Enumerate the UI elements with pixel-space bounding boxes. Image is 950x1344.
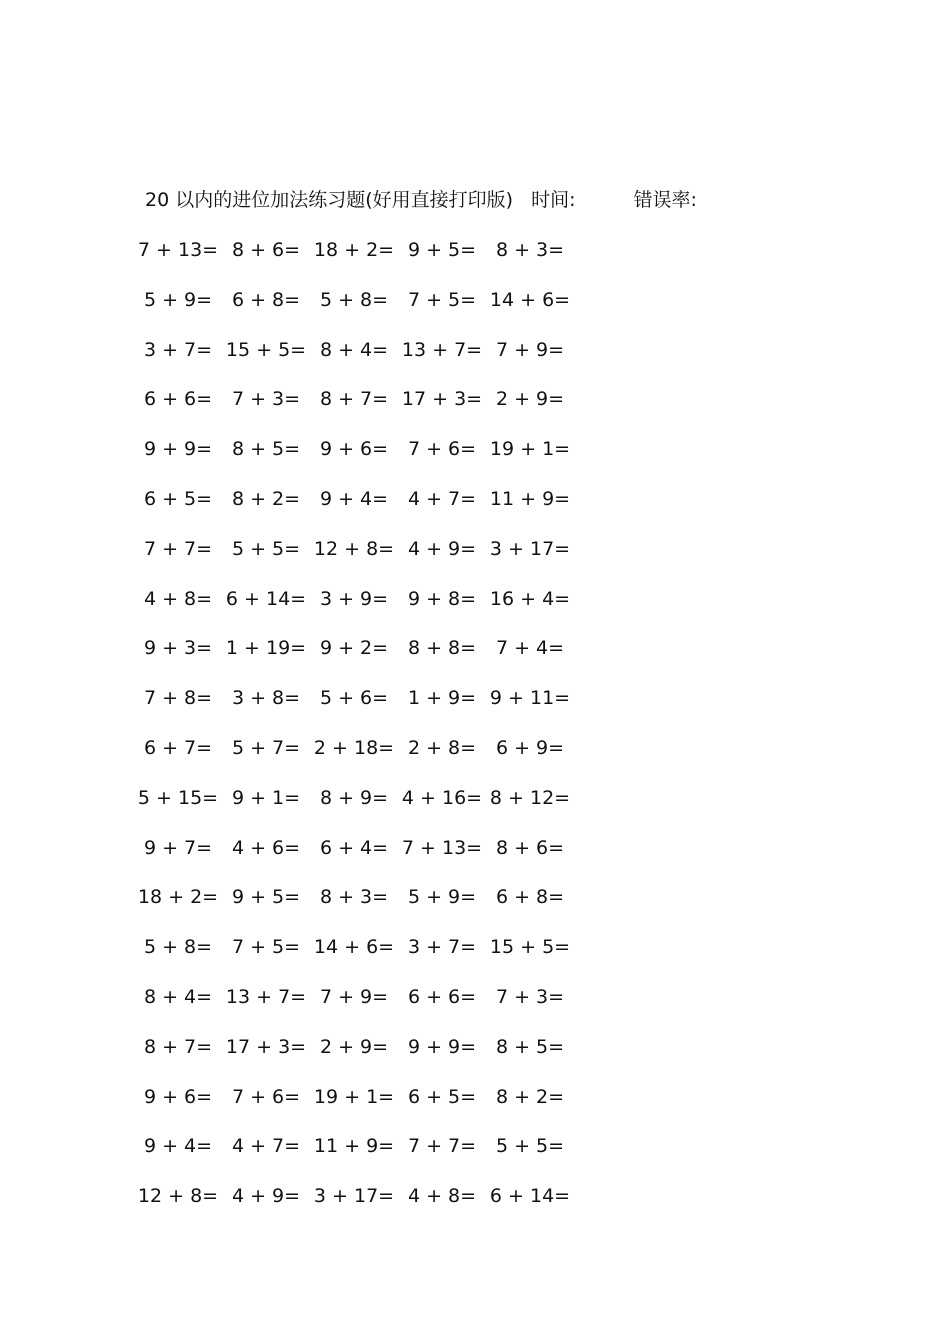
addition-problem: 11 + 9= [313, 1135, 395, 1158]
addition-problem: 13 + 7= [225, 985, 307, 1008]
addition-problem: 3 + 9= [319, 587, 389, 610]
problem-row [137, 236, 615, 286]
addition-problem: 5 + 5= [495, 1135, 565, 1158]
addition-problem: 6 + 8= [495, 886, 565, 909]
addition-problem: 5 + 7= [231, 736, 301, 759]
problem-row [137, 1182, 615, 1232]
problem-row [145, 1132, 615, 1182]
addition-problem: 7 + 5= [407, 288, 477, 311]
addition-problem: 9 + 6= [319, 438, 389, 461]
addition-problem: 16 + 4= [489, 587, 571, 610]
addition-problem: 6 + 14= [225, 587, 307, 610]
problem-grid [137, 236, 615, 1232]
addition-problem: 5 + 9= [143, 288, 213, 311]
addition-problem: 6 + 8= [231, 288, 301, 311]
addition-problem: 6 + 7= [143, 736, 213, 759]
addition-problem: 9 + 11= [489, 687, 571, 710]
addition-problem: 8 + 7= [143, 1035, 213, 1058]
addition-problem: 8 + 4= [143, 985, 213, 1008]
addition-problem: 7 + 4= [495, 637, 565, 660]
addition-problem: 9 + 6= [143, 1085, 213, 1108]
worksheet-header [145, 186, 697, 214]
problem-row [145, 684, 615, 734]
addition-problem: 14 + 6= [489, 288, 571, 311]
addition-problem: 8 + 6= [231, 239, 301, 261]
addition-problem: 7 + 8= [143, 687, 213, 710]
addition-problem: 9 + 5= [231, 886, 301, 909]
addition-problem: 6 + 6= [143, 388, 213, 411]
addition-problem: 1 + 9= [407, 687, 477, 710]
addition-problem: 7 + 7= [143, 537, 213, 560]
addition-problem: 4 + 7= [407, 487, 477, 510]
addition-problem: 4 + 7= [231, 1135, 301, 1158]
addition-problem: 4 + 9= [231, 1185, 301, 1208]
addition-problem: 3 + 17= [313, 1185, 395, 1208]
problem-row [137, 784, 615, 834]
addition-problem: 7 + 5= [231, 936, 301, 959]
addition-problem: 19 + 1= [313, 1085, 395, 1108]
addition-problem: 11 + 9= [489, 487, 571, 510]
addition-problem: 9 + 1= [231, 786, 301, 809]
addition-problem: 3 + 17= [489, 537, 571, 560]
addition-problem: 17 + 3= [401, 388, 483, 411]
addition-problem: 9 + 4= [143, 1135, 213, 1158]
problem-row [145, 385, 615, 435]
addition-problem: 8 + 3= [319, 886, 389, 909]
addition-problem: 9 + 2= [319, 637, 389, 660]
addition-problem: 7 + 13= [137, 239, 219, 261]
time-label: 时间: [531, 189, 576, 211]
addition-problem: 8 + 2= [495, 1085, 565, 1108]
addition-problem: 15 + 5= [489, 936, 571, 959]
problem-row [145, 585, 615, 635]
addition-problem: 4 + 8= [407, 1185, 477, 1208]
addition-problem: 7 + 6= [407, 438, 477, 461]
problem-row [145, 983, 615, 1033]
addition-problem: 6 + 9= [495, 736, 565, 759]
addition-problem: 8 + 8= [407, 637, 477, 660]
addition-problem: 6 + 6= [407, 985, 477, 1008]
addition-problem: 8 + 5= [495, 1035, 565, 1058]
addition-problem: 2 + 9= [319, 1035, 389, 1058]
addition-problem: 3 + 7= [407, 936, 477, 959]
addition-problem: 4 + 6= [231, 836, 301, 859]
addition-problem: 13 + 7= [401, 338, 483, 361]
addition-problem: 4 + 16= [401, 786, 483, 809]
addition-problem: 18 + 2= [137, 886, 219, 909]
addition-problem: 8 + 3= [495, 239, 565, 261]
addition-problem: 8 + 4= [319, 338, 389, 361]
problem-row [145, 535, 615, 585]
problem-row [145, 1083, 615, 1133]
addition-problem: 6 + 4= [319, 836, 389, 859]
addition-problem: 8 + 7= [319, 388, 389, 411]
addition-problem: 8 + 2= [231, 487, 301, 510]
problem-row [145, 286, 615, 336]
problem-row [145, 634, 615, 684]
addition-problem: 7 + 3= [231, 388, 301, 411]
addition-problem: 4 + 8= [143, 587, 213, 610]
addition-problem: 2 + 9= [495, 388, 565, 411]
addition-problem: 9 + 9= [143, 438, 213, 461]
addition-problem: 5 + 8= [143, 936, 213, 959]
addition-problem: 6 + 5= [407, 1085, 477, 1108]
addition-problem: 2 + 18= [313, 736, 395, 759]
addition-problem: 9 + 5= [407, 239, 477, 261]
addition-problem: 9 + 3= [143, 637, 213, 660]
problem-row [145, 1033, 615, 1083]
problem-row [145, 435, 615, 485]
addition-problem: 9 + 7= [143, 836, 213, 859]
problem-row [145, 834, 615, 884]
addition-problem: 8 + 5= [231, 438, 301, 461]
addition-problem: 1 + 19= [225, 637, 307, 660]
addition-problem: 3 + 8= [231, 687, 301, 710]
addition-problem: 7 + 6= [231, 1085, 301, 1108]
addition-problem: 7 + 9= [319, 985, 389, 1008]
problem-row [145, 734, 615, 784]
addition-problem: 5 + 6= [319, 687, 389, 710]
addition-problem: 12 + 8= [313, 537, 395, 560]
problem-row [145, 933, 615, 983]
addition-problem: 8 + 12= [489, 786, 571, 809]
error-rate-label: 错误率: [633, 189, 697, 211]
addition-problem: 2 + 8= [407, 736, 477, 759]
problem-row [145, 336, 615, 386]
addition-problem: 5 + 9= [407, 886, 477, 909]
problem-row [145, 485, 615, 535]
addition-problem: 4 + 9= [407, 537, 477, 560]
addition-problem: 19 + 1= [489, 438, 571, 461]
addition-problem: 18 + 2= [313, 239, 395, 261]
worksheet-title: 20 以内的进位加法练习题(好用直接打印版) [145, 189, 514, 211]
addition-problem: 15 + 5= [225, 338, 307, 361]
addition-problem: 7 + 9= [495, 338, 565, 361]
addition-problem: 8 + 9= [319, 786, 389, 809]
addition-problem: 7 + 3= [495, 985, 565, 1008]
addition-problem: 7 + 7= [407, 1135, 477, 1158]
problem-row [137, 883, 615, 933]
addition-problem: 9 + 4= [319, 487, 389, 510]
addition-problem: 9 + 9= [407, 1035, 477, 1058]
addition-problem: 17 + 3= [225, 1035, 307, 1058]
addition-problem: 5 + 5= [231, 537, 301, 560]
addition-problem: 6 + 5= [143, 487, 213, 510]
addition-problem: 9 + 8= [407, 587, 477, 610]
addition-problem: 8 + 6= [495, 836, 565, 859]
addition-problem: 7 + 13= [401, 836, 483, 859]
addition-problem: 12 + 8= [137, 1185, 219, 1208]
addition-problem: 5 + 15= [137, 786, 219, 809]
addition-problem: 6 + 14= [489, 1185, 571, 1208]
addition-problem: 14 + 6= [313, 936, 395, 959]
addition-problem: 3 + 7= [143, 338, 213, 361]
addition-problem: 5 + 8= [319, 288, 389, 311]
